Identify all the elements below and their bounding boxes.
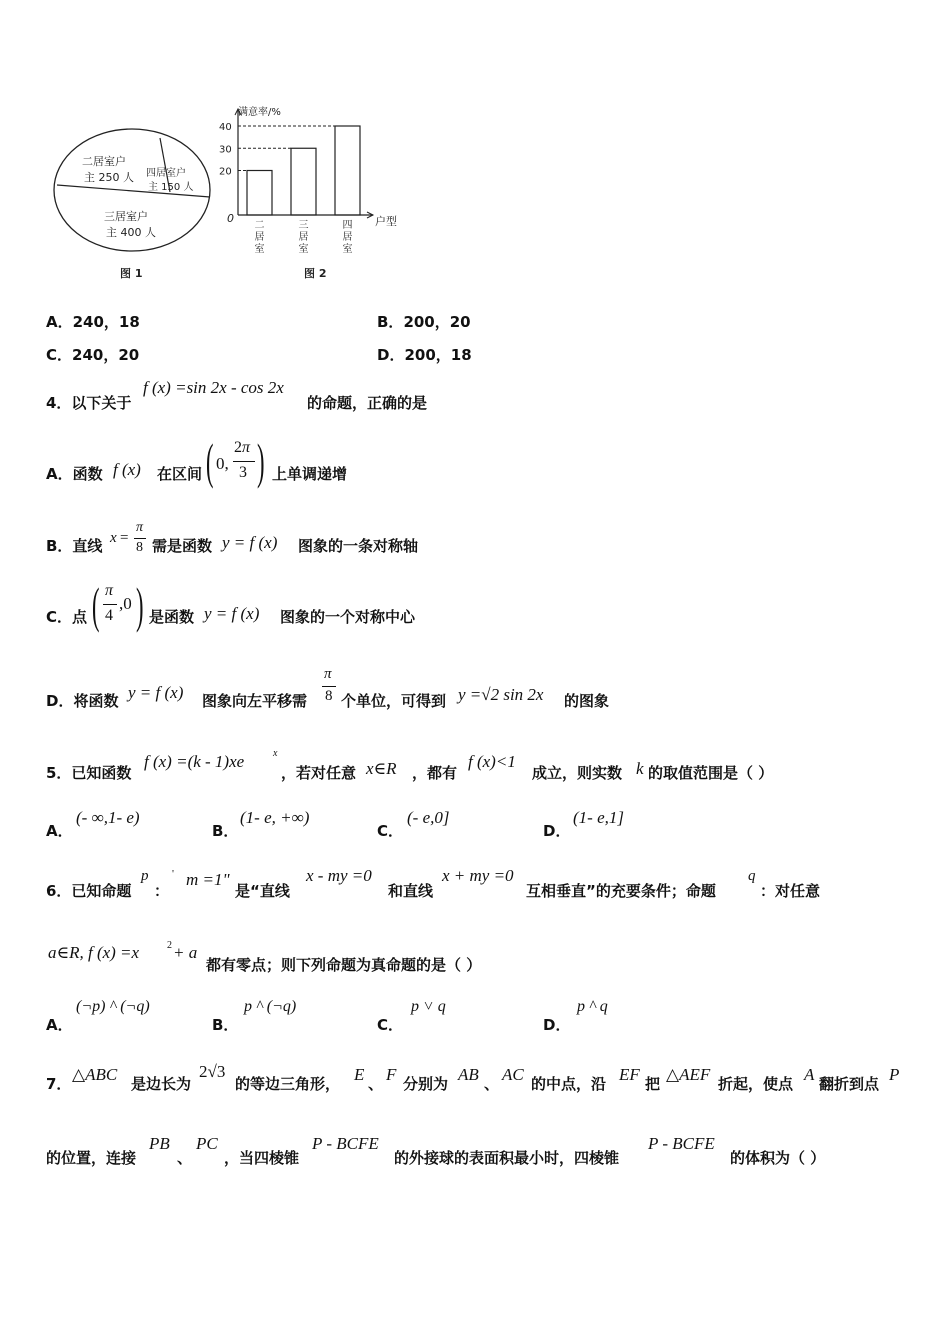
stem-formula: △AEF bbox=[666, 1065, 711, 1084]
category-label: 二 bbox=[254, 220, 265, 231]
shift-formula: π 8 bbox=[322, 664, 338, 710]
bar-origin: 0 bbox=[227, 212, 234, 225]
option-formula: (1- e, +∞) bbox=[240, 808, 310, 827]
option-key: D．将函数 bbox=[46, 692, 119, 710]
stem-formula: m =1" bbox=[186, 870, 230, 889]
category-label: 居 bbox=[298, 232, 309, 243]
option-formula: y = f (x) bbox=[204, 604, 260, 623]
option-text: 的图象 bbox=[564, 692, 610, 710]
stem-text: 的体积为（ ） bbox=[730, 1149, 826, 1167]
stem-text: 折起，使点 bbox=[718, 1075, 794, 1093]
pie-label-2room-l2: 主 250 人 bbox=[84, 171, 134, 184]
pie-label-4room-l2: 主 150 人 bbox=[148, 182, 194, 193]
option-text: 图象向左平移需 bbox=[202, 692, 308, 710]
category-label: 三 bbox=[298, 220, 309, 231]
stem-text: 、 bbox=[484, 1075, 500, 1093]
q5-stem bbox=[46, 748, 926, 782]
stem-text: 都有零点；则下列命题为真命题的是（ ） bbox=[206, 956, 482, 974]
category-label: 室 bbox=[254, 244, 265, 255]
option-key: A． bbox=[46, 1016, 73, 1034]
stem-formula: E bbox=[354, 1065, 365, 1084]
stem-text: ：对任意 bbox=[760, 882, 821, 900]
y-tick-label: 20 bbox=[219, 166, 232, 178]
bar-xlabel: 户型 bbox=[375, 215, 397, 228]
q3-option-b[interactable] bbox=[377, 311, 471, 332]
option-text: 200，18 bbox=[404, 346, 472, 364]
stem-exponent: x bbox=[273, 748, 278, 759]
option-formula: y =√2 sin 2x bbox=[458, 685, 544, 704]
q6-stem-line1 bbox=[46, 864, 926, 898]
bar-2 bbox=[291, 148, 316, 215]
stem-exponent: 2 bbox=[167, 940, 172, 951]
stem-formula: P - BCFE bbox=[312, 1134, 379, 1153]
option-key: C． bbox=[377, 822, 404, 840]
pie-caption: 图 1 bbox=[120, 267, 143, 280]
stem-formula: AC bbox=[502, 1065, 524, 1084]
stem-formula: EF bbox=[619, 1065, 640, 1084]
y-tick-label: 40 bbox=[219, 122, 232, 133]
stem-text: 互相垂直”的充要条件；命题 bbox=[526, 882, 716, 900]
option-text: 240，18 bbox=[72, 313, 140, 331]
option-formula: p ˅ q bbox=[411, 998, 446, 1015]
category-label: 室 bbox=[298, 244, 309, 255]
stem-formula: P - BCFE bbox=[648, 1134, 715, 1153]
stem-text: 的外接球的表面积最小时，四棱锥 bbox=[394, 1149, 620, 1167]
y-tick-label: 30 bbox=[219, 144, 232, 156]
pie-label-3room-l1: 三居室户 bbox=[104, 210, 148, 223]
option-text: 上单调递增 bbox=[272, 465, 348, 483]
stem-formula: F bbox=[386, 1065, 397, 1084]
stem-text: 分别为 bbox=[403, 1075, 449, 1093]
bar-chart bbox=[219, 105, 397, 280]
stem-formula: x - my =0 bbox=[306, 866, 372, 885]
survey-figure bbox=[40, 95, 420, 290]
stem-text: 是“直线 bbox=[235, 882, 290, 900]
option-formula: f (x) bbox=[113, 460, 141, 479]
stem-text: 、 bbox=[368, 1075, 384, 1093]
q3-option-c[interactable] bbox=[46, 344, 139, 365]
point-formula: ( π 4 ,0 ) bbox=[92, 577, 144, 633]
stem-formula: a∈R, f (x) =x bbox=[48, 943, 140, 962]
option-key: C．点 bbox=[46, 608, 88, 626]
q3-option-d[interactable] bbox=[377, 344, 472, 365]
q4-stem-num: 4．以下关于 bbox=[46, 394, 132, 412]
category-label: 室 bbox=[342, 244, 353, 255]
stem-text: ： bbox=[154, 882, 170, 900]
option-text: 图象的一个对称中心 bbox=[280, 608, 416, 626]
stem-text: ，若对任意 bbox=[281, 764, 357, 782]
option-formula: y = f (x) bbox=[222, 533, 278, 552]
stem-formula: x∈R bbox=[366, 759, 397, 778]
option-formula: y = f (x) bbox=[128, 683, 184, 702]
option-text: 200，20 bbox=[403, 313, 471, 331]
bar-1 bbox=[247, 171, 272, 216]
stem-text: 的中点，沿 bbox=[531, 1075, 607, 1093]
stem-text: 5．已知函数 bbox=[46, 764, 132, 782]
option-text: 在区间 bbox=[157, 465, 203, 483]
stem-formula: PB bbox=[149, 1134, 170, 1153]
option-key: B． bbox=[212, 822, 239, 840]
stem-formula: A bbox=[804, 1065, 815, 1084]
pie-label-2room-l1: 二居室户 bbox=[82, 155, 126, 168]
stem-formula: PC bbox=[196, 1134, 218, 1153]
stem-text: 翻折到点 bbox=[819, 1075, 880, 1093]
option-formula: p ^ q bbox=[577, 998, 608, 1015]
bar-caption: 图 2 bbox=[304, 267, 327, 280]
line-formula: x = π 8 bbox=[110, 520, 152, 564]
stem-text: 7． bbox=[46, 1075, 72, 1093]
option-key: D． bbox=[543, 822, 571, 840]
pie-chart bbox=[54, 129, 210, 280]
stem-formula: f (x)<1 bbox=[468, 752, 516, 771]
option-key: C． bbox=[46, 346, 73, 364]
option-formula: (- e,0] bbox=[407, 808, 450, 827]
option-formula: p ^ (¬q) bbox=[244, 998, 297, 1015]
stem-formula: △ABC bbox=[72, 1065, 118, 1084]
option-text: 需是函数 bbox=[152, 537, 213, 555]
option-formula: (¬p) ^ (¬q) bbox=[76, 998, 150, 1015]
option-key: A． bbox=[46, 313, 73, 331]
option-text: 个单位，可得到 bbox=[341, 692, 447, 710]
q3-option-a[interactable] bbox=[46, 311, 140, 332]
stem-formula: P bbox=[889, 1065, 900, 1084]
q4-stem-tail: 的命题，正确的是 bbox=[307, 394, 428, 412]
stem-formula: q bbox=[748, 868, 756, 884]
stem-text: ，当四棱锥 bbox=[224, 1149, 300, 1167]
stem-text: ，都有 bbox=[412, 764, 458, 782]
category-label: 居 bbox=[254, 232, 265, 243]
stem-formula: + a bbox=[173, 943, 198, 962]
q7-stem-line2 bbox=[46, 1132, 926, 1168]
stem-text: 6．已知命题 bbox=[46, 882, 132, 900]
stem-text: 、 bbox=[177, 1149, 193, 1167]
option-key: D． bbox=[543, 1016, 571, 1034]
option-key: B． bbox=[377, 313, 404, 331]
category-label: 四 bbox=[342, 220, 353, 231]
stem-formula: f (x) =(k - 1)xe bbox=[144, 752, 245, 771]
pie-label-3room-l2: 主 400 人 bbox=[106, 226, 156, 239]
category-label: 居 bbox=[342, 232, 353, 243]
pie-label-4room-l1: 四居室户 bbox=[146, 168, 186, 179]
option-key: A．函数 bbox=[46, 465, 103, 483]
option-text: 是函数 bbox=[149, 608, 195, 626]
option-key: B．直线 bbox=[46, 537, 103, 555]
stem-formula: k bbox=[636, 759, 644, 778]
option-text: 图象的一条对称轴 bbox=[298, 537, 419, 555]
option-formula: (- ∞,1- e) bbox=[76, 808, 140, 827]
stem-text: 的等边三角形， bbox=[235, 1075, 341, 1093]
bar-ylabel: 满意率/% bbox=[238, 107, 281, 118]
q4-stem-formula: f (x) =sin 2x - cos 2x bbox=[143, 378, 284, 397]
option-key: A． bbox=[46, 822, 73, 840]
interval-formula: ( 0, 2π 3 ) bbox=[206, 433, 265, 489]
option-key: C． bbox=[377, 1016, 404, 1034]
option-key: D． bbox=[377, 346, 405, 364]
stem-text: 把 bbox=[645, 1075, 661, 1093]
option-formula: (1- e,1] bbox=[573, 808, 624, 827]
stem-text: 成立，则实数 bbox=[532, 764, 623, 782]
option-text: 240，20 bbox=[72, 346, 140, 364]
stem-formula: p bbox=[141, 868, 149, 884]
option-key: B． bbox=[212, 1016, 239, 1034]
stem-formula: x + my =0 bbox=[442, 866, 514, 885]
stem-text: 是边长为 bbox=[131, 1075, 192, 1093]
q6-stem-line2 bbox=[46, 940, 926, 974]
stem-text: 的取值范围是（ ） bbox=[648, 764, 774, 782]
q7-stem-line1 bbox=[46, 1058, 926, 1094]
stem-formula: 2√3 bbox=[199, 1062, 226, 1081]
bar-3 bbox=[335, 126, 360, 215]
stem-formula: ' bbox=[172, 868, 174, 880]
stem-formula: AB bbox=[458, 1065, 479, 1084]
stem-text: 和直线 bbox=[388, 882, 434, 900]
stem-text: 的位置，连接 bbox=[46, 1149, 137, 1167]
